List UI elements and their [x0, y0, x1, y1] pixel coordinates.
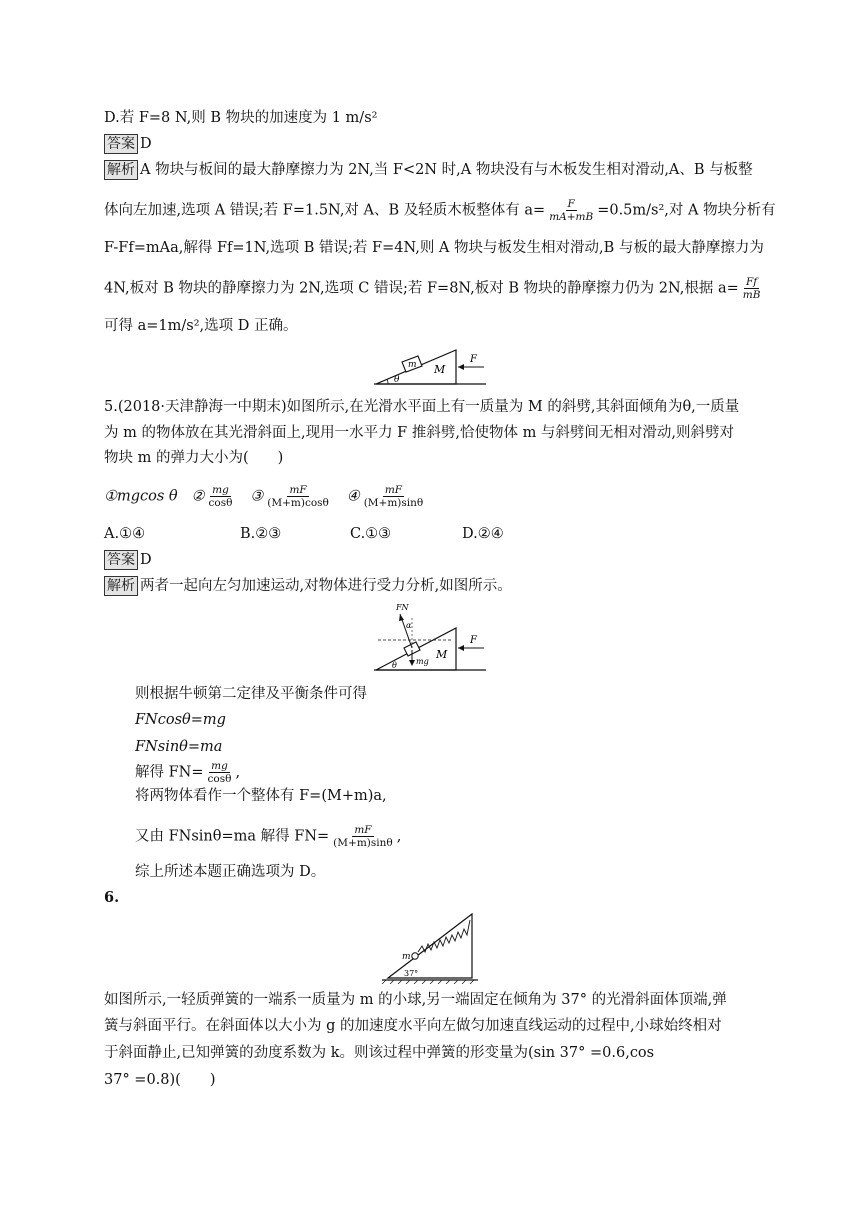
label-M: M — [434, 363, 446, 376]
q4-answer-line — [104, 134, 152, 154]
q6-stem-line-1: 如图所示,一轻质弹簧的一端系一质量为 m 的小球,另一端固定在倾角为 37° 的光滑斜面体顶端,弹 — [104, 992, 727, 1008]
analysis-text: 体向左加速,选项 A 错误;若 F=1.5N,对 A、B 及轻质木板整体有 a= — [104, 202, 546, 219]
analysis-tag: 解析 — [104, 160, 138, 180]
analysis-text: 两者一起向左匀加速运动,对物体进行受力分析,如图所示。 — [140, 578, 512, 594]
step-6: 又由 FNsinθ=ma 解得 FN= $\frac{mF}{(M+m)\sin\theta}$ , — [135, 824, 402, 849]
q4-analysis-line-2 — [104, 198, 776, 223]
q4-analysis-line-4 — [104, 276, 764, 301]
analysis-text: =0.5m/s²,对 A 物块分析有 — [597, 202, 776, 219]
q5-stem-line-2: 为 m 的物体放在其光滑斜面上,现用一水平力 F 推斜劈,恰使物体 m 与斜劈间无相对滑动,则斜劈对 — [104, 425, 735, 441]
label-theta: θ — [394, 375, 400, 385]
label-theta: θ — [392, 661, 397, 670]
label-mg: mg — [416, 657, 429, 666]
choice-c: C.①③ — [350, 526, 392, 542]
item-1: ①mgcos θ — [104, 488, 178, 505]
analysis-text: 4N,板对 B 物块的静摩擦力为 2N,选项 C 错误;若 F=8N,板对 B 物块的静摩擦力仍为 2N,根据 a= — [104, 280, 739, 297]
fraction: $\frac{Ff}{mB}$ — [742, 276, 761, 301]
fraction: $\frac{mF}{(M+m)\sin\theta}$ — [333, 824, 393, 849]
q6-stem-line-2: 簧与斜面平行。在斜面体以大小为 g 的加速度水平向左做匀加速直线运动的过程中,小球始终相对 — [104, 1018, 722, 1034]
fraction: $\frac{mg}{\cos\theta}$ — [207, 760, 232, 785]
label-F: F — [470, 635, 477, 646]
q4-analysis-line-3: F-Ff=mAa,解得 Ff=1N,选项 B 错误;若 F=4N,则 A 物块与板发生相对滑动,B 与板的最大静摩擦力为 — [104, 240, 764, 256]
label-F: F — [470, 354, 477, 365]
force-diagram-figure — [370, 600, 490, 672]
choice-a: A.①④ — [104, 526, 146, 542]
label-m: m — [408, 360, 417, 370]
q5-items — [104, 484, 427, 509]
q5-stem-line-3: 物块 m 的弹力大小为( ) — [104, 450, 284, 466]
q6-stem-line-3: 于斜面静止,已知弹簧的劲度系数为 k。则该过程中弹簧的形变量为(sin 37° =0.6,cos — [104, 1045, 655, 1061]
step-4: 解得 FN= $\frac{mg}{\cos\theta}$ , — [135, 760, 241, 785]
label-angle: 37° — [404, 969, 419, 978]
step-5: 将两物体看作一个整体有 F=(M+m)a, — [135, 788, 387, 804]
answer-value: D — [140, 136, 152, 152]
label-FN: FN — [396, 603, 409, 612]
item-3-fraction: $\frac{mF}{(M+m)\cos\theta}$ — [267, 484, 329, 509]
step-1: 则根据牛顿第二定律及平衡条件可得 — [135, 686, 367, 702]
wedge-figure — [370, 340, 490, 386]
q4-option-d: D.若 F=8 N,则 B 物块的加速度为 1 m/s² — [104, 110, 378, 126]
step-3: FNsinθ=ma — [135, 739, 223, 755]
q5-stem-line-1: 5.(2018·天津静海一中期末)如图所示,在光滑水平面上有一质量为 M 的斜劈,其斜面倾角为θ,一质量 — [104, 399, 740, 415]
item-4-fraction: $\frac{mF}{(M+m)\sin\theta}$ — [363, 484, 424, 509]
step-7: 综上所述本题正确选项为 D。 — [135, 864, 326, 880]
answer-value: D — [140, 552, 152, 568]
item-2-fraction: $\frac{mg}{\cos\theta}$ — [208, 484, 233, 509]
item-3-prefix: ③ — [250, 488, 264, 505]
step-text: 解得 FN= — [135, 764, 204, 781]
q5-answer-line — [104, 550, 152, 570]
item-2-prefix: ② — [191, 488, 205, 505]
step-text: 又由 FNsinθ=ma 解得 FN= — [135, 828, 330, 845]
answer-tag: 答案 — [104, 550, 138, 570]
q4-analysis-line-5: 可得 a=1m/s²,选项 D 正确。 — [104, 318, 298, 334]
q6-stem-line-4: 37° =0.8)( ) — [104, 1072, 216, 1088]
analysis-text: A 物块与板间的最大静摩擦力为 2N,当 F<2N 时,A 物块没有与木板发生相对滑动,A、B 与板整 — [140, 162, 753, 178]
choice-b: B.②③ — [240, 526, 282, 542]
label-M: M — [436, 648, 448, 661]
answer-tag: 答案 — [104, 134, 138, 154]
label-m: m — [402, 952, 411, 962]
q5-analysis-line — [104, 576, 512, 596]
analysis-tag: 解析 — [104, 576, 138, 596]
q6-number: 6. — [104, 889, 120, 906]
item-4-prefix: ④ — [346, 488, 360, 505]
step-2: FNcosθ=mg — [135, 712, 226, 728]
fraction: $\frac{F}{mA+mB}$ — [549, 198, 594, 223]
spring-incline-figure — [380, 906, 480, 984]
choice-d: D.②④ — [462, 526, 504, 542]
label-alpha: α — [406, 621, 412, 630]
q4-analysis-line-1 — [104, 160, 753, 180]
